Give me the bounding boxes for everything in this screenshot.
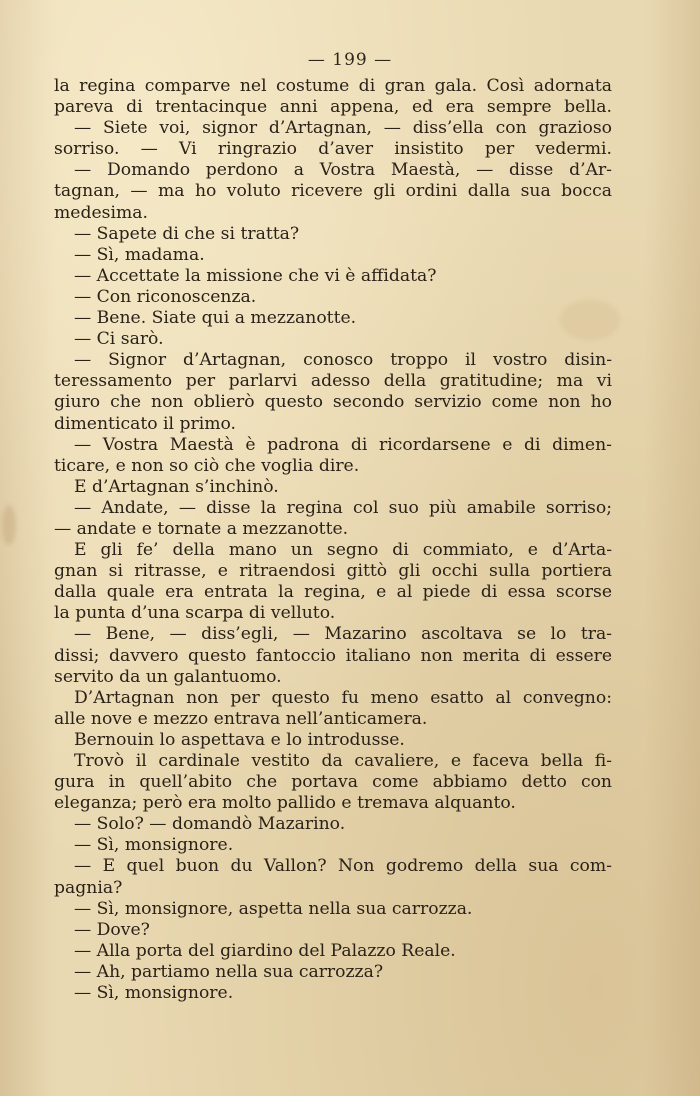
text-line: — Ah, partiamo nella sua carrozza? xyxy=(74,961,384,982)
text-line: la punta d’una scarpa di velluto. xyxy=(54,603,336,624)
text-line: — Sì, madama. xyxy=(74,244,205,265)
text-line: tagnan, — ma ho voluto ricevere gli ordini dalla sua bocca xyxy=(54,181,612,202)
text-line: — Bene. Siate qui a mezzanotte. xyxy=(74,308,357,329)
text-line: pagnia? xyxy=(54,877,123,898)
text-line: — Vostra Maestà è padrona di ricordarsene e di dimen- xyxy=(74,434,612,455)
text-line: giuro che non oblierò questo secondo servizio come non ho xyxy=(54,392,612,413)
text-line: eleganza; però era molto pallido e tremava alquanto. xyxy=(54,793,516,814)
text-line: la regina comparve nel costume di gran gala. Così adornata xyxy=(54,76,612,96)
text-line: ticare, e non so ciò che voglia dire. xyxy=(54,455,360,476)
text-line: — Sì, monsignore. xyxy=(74,835,234,856)
body-text xyxy=(54,76,612,1004)
page-number: — 199 — xyxy=(307,50,393,70)
text-line: — Dove? xyxy=(74,919,150,940)
text-line: D’Artagnan non per questo fu meno esatto al convegno: xyxy=(74,687,612,708)
text-line: sorriso. — Vi ringrazio d’aver insistito per vedermi. xyxy=(54,139,612,160)
text-line: dissi; davvero questo fantoccio italiano non merita di essere xyxy=(54,645,612,666)
text-line: teressamento per parlarvi adesso della gratitudine; ma vi xyxy=(54,371,612,392)
text-line: — Bene, — diss’egli, — Mazarino ascoltava se lo tra- xyxy=(74,624,612,645)
text-line: dalla quale era entrata la regina, e al piede di essa scorse xyxy=(54,582,612,603)
text-line: — Signor d’Artagnan, conosco troppo il vostro disin- xyxy=(74,350,612,371)
text-line: — Sapete di che si tratta? xyxy=(74,223,300,244)
text-line: gnan si ritrasse, e ritraendosi gittò gli occhi sulla portiera xyxy=(54,561,612,582)
text-line: gura in quell’abito che portava come abbiamo detto con xyxy=(54,772,612,793)
text-line: — Domando perdono a Vostra Maestà, — disse d’Ar- xyxy=(74,160,612,181)
text-line: medesima. xyxy=(54,202,148,223)
text-line: — Alla porta del giardino del Palazzo Reale. xyxy=(74,940,456,961)
text-line: — Sì, monsignore, aspetta nella sua carrozza. xyxy=(74,898,473,919)
paper-stain xyxy=(2,505,16,545)
text-line: — Con riconoscenza. xyxy=(74,286,257,307)
text-line: E d’Artagnan s’inchinò. xyxy=(74,476,279,497)
text-line: Bernouin lo aspettava e lo introdusse. xyxy=(74,729,405,750)
text-line: pareva di trentacinque anni appena, ed era sempre bella. xyxy=(54,97,612,118)
text-line: — Siete voi, signor d’Artagnan, — diss’ella con grazioso xyxy=(74,118,612,139)
text-line: servito da un galantuomo. xyxy=(54,666,282,687)
text-line: — Accettate la missione che vi è affidata? xyxy=(74,265,437,286)
text-line: — Ci sarò. xyxy=(74,329,164,350)
text-line: — Sì, monsignore. xyxy=(74,983,234,1004)
text-line: — E quel buon du Vallon? Non godremo della sua com- xyxy=(74,856,612,877)
text-line: alle nove e mezzo entrava nell’anticamera. xyxy=(54,708,428,729)
text-line: E gli fe’ della mano un segno di commiato, e d’Arta- xyxy=(74,540,612,561)
text-line: Trovò il cardinale vestito da cavaliere, e faceva bella fi- xyxy=(74,751,612,771)
text-line: — andate e tornate a mezzanotte. xyxy=(54,518,349,539)
text-line: — Andate, — disse la regina col suo più amabile sorriso; xyxy=(74,497,612,518)
text-line: dimenticato il primo. xyxy=(54,413,237,434)
text-line: — Solo? — domandò Mazarino. xyxy=(74,814,346,835)
